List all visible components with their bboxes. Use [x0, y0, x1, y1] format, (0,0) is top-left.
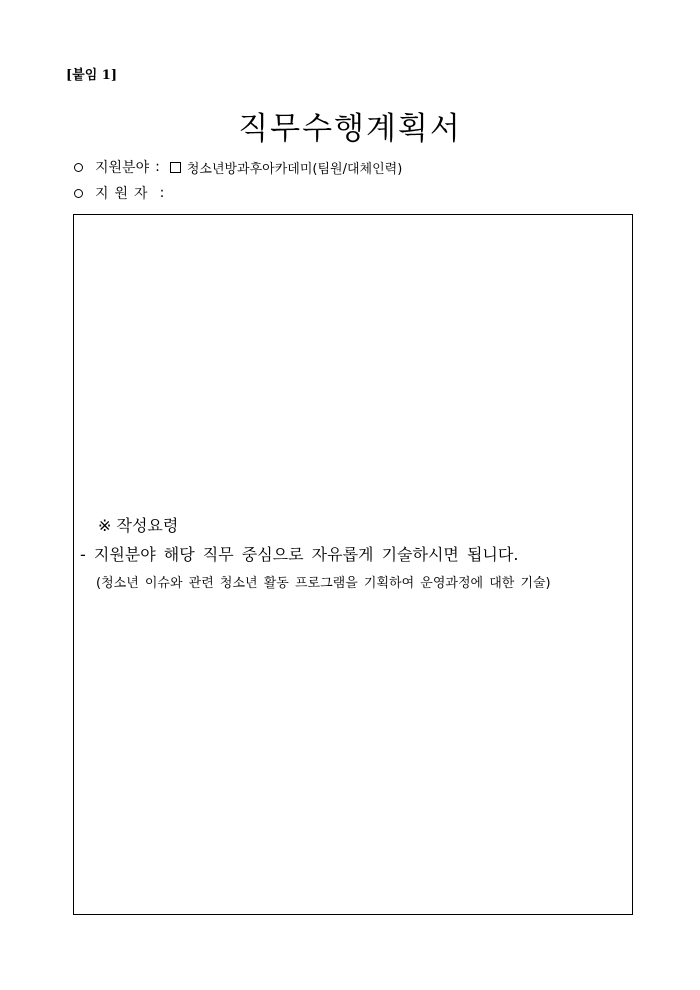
field-row-area	[74, 157, 402, 177]
area-value: 청소년방과후아카데미(팀원/대체인력)	[186, 161, 403, 177]
plan-content-box[interactable]	[73, 214, 633, 915]
circle-bullet-icon	[74, 189, 83, 198]
guide-title: ※ 작성요령	[98, 516, 179, 535]
circle-bullet-icon	[74, 163, 83, 172]
attachment-label: [붙임 1]	[66, 68, 117, 83]
guide-instruction: - 지원분야 해당 직무 중심으로 자유롭게 기술하시면 됩니다.	[80, 545, 519, 564]
guide-note: (청소년 이슈와 관련 청소년 활동 프로그램을 기획하여 운영과정에 대한 기술)	[96, 576, 551, 591]
area-colon: :	[155, 159, 160, 175]
applicant-label: 지원자	[95, 186, 154, 202]
applicant-colon: :	[159, 185, 165, 201]
field-row-applicant	[74, 183, 170, 203]
area-label: 지원분야	[95, 160, 150, 176]
document-title: 직무수행계획서	[238, 111, 462, 147]
area-checkbox[interactable]	[170, 162, 181, 173]
